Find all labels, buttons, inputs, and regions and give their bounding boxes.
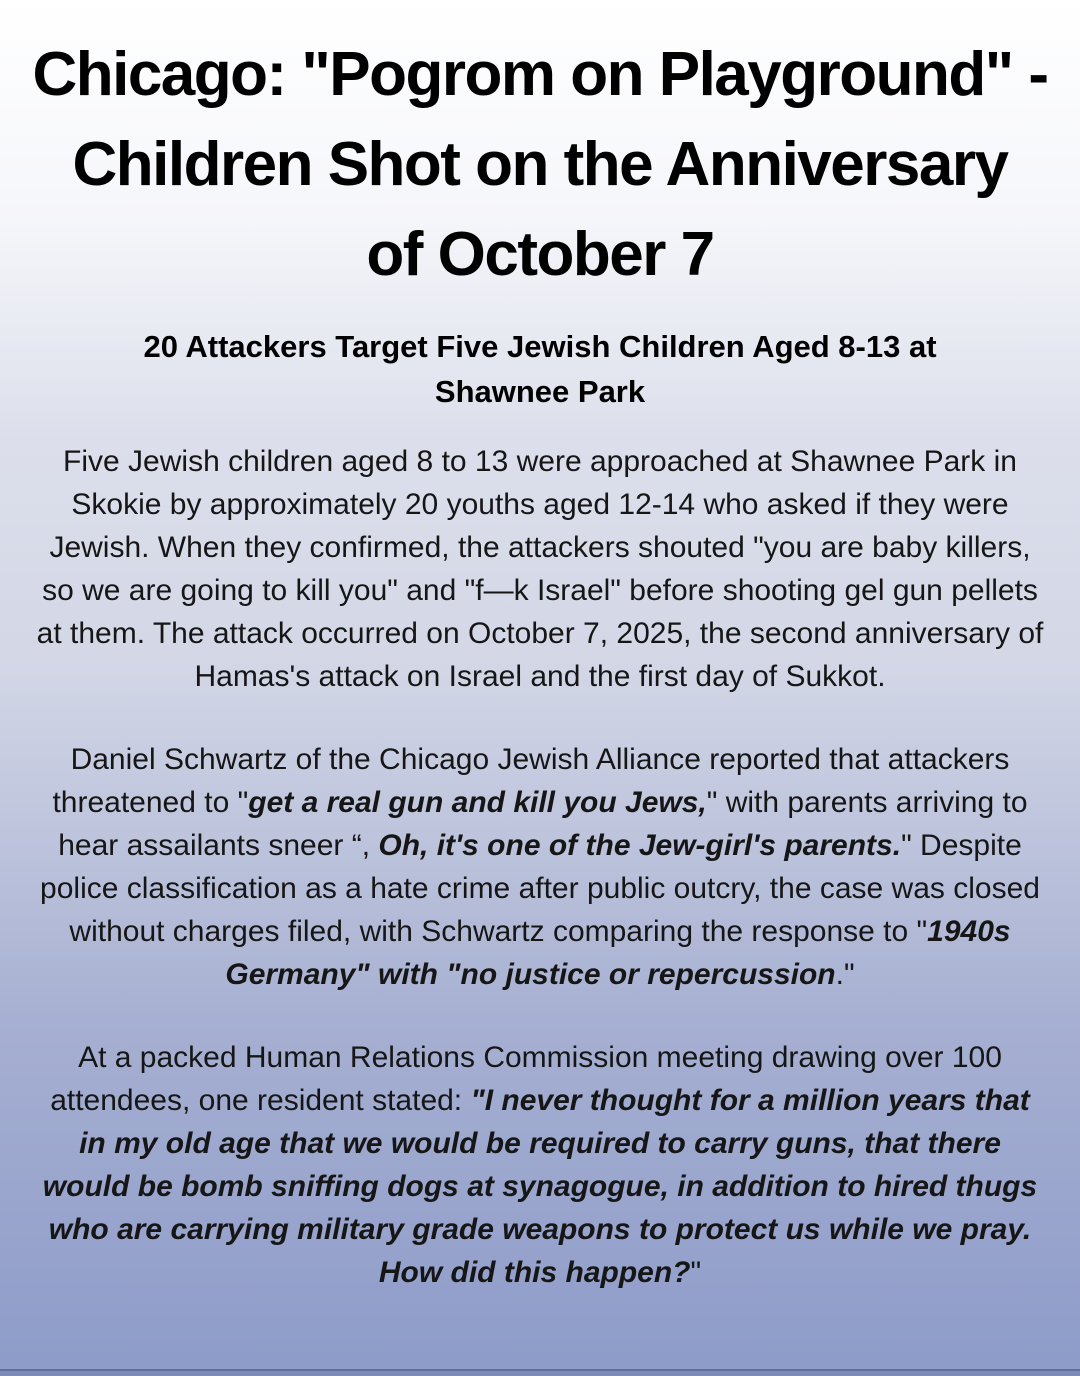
paragraph-commission-meeting: [33, 1036, 1047, 1294]
page-title: [0, 30, 1080, 300]
announcement-page: [0, 30, 1080, 1376]
quoted-resident-statement: "I never thought for a million years that in my old age that we would be required to carry guns, that there would be bomb sniffing dogs at synagogue, in addition to hired thugs who are carrying military grade weapons to protect us while we pray. How did this happen?: [42, 1084, 1038, 1289]
paragraph-text: " with parents arriving to hear assailants sneer “,: [58, 786, 1028, 862]
bottom-border-strip: [0, 1369, 1080, 1376]
paragraph-incident-summary: [33, 440, 1047, 698]
quoted-comparison-text: 1940s Germany" with "no justice or repercussion: [225, 915, 1011, 991]
paragraph-text: Daniel Schwartz of the Chicago Jewish Alliance reported that attackers threatened to ": [52, 743, 1010, 819]
page-subtitle: [0, 324, 1080, 414]
page-title-line: Children Shot on the Anniversary: [72, 130, 1008, 199]
paragraph-alliance-report: [33, 738, 1047, 996]
paragraph-text: " Despite police classification as a hate crime after public outcry, the case was closed without charges filed, with Schwartz comparing the response to ": [40, 829, 1040, 948]
page-subtitle-line: Shawnee Park: [434, 374, 646, 409]
paragraph-text: At a packed Human Relations Commission meeting drawing over 100 attendees, one resident stated:: [50, 1041, 1002, 1117]
paragraph-text: Five Jewish children aged 8 to 13 were approached at Shawnee Park in Skokie by approximately 20 youths aged 12-14 who asked if they were Jewish. When they confirmed, the attackers shouted "you are baby killers, so we are going to kill you" and "f—k Israel" before shooting gel gun pellets at them. The attack occurred on October 7, 2025, the second anniversary of Hamas's attack on Israel and the first day of Sukkot.: [36, 445, 1044, 693]
page-title-line: Chicago: "Pogrom on Playground" -: [32, 40, 1048, 109]
quoted-threat-text: get a real gun and kill you Jews,: [248, 786, 707, 819]
page-subtitle-line: 20 Attackers Target Five Jewish Children Aged 8-13 at: [143, 329, 937, 364]
paragraph-text: ": [690, 1256, 702, 1289]
page-title-line: of October 7: [366, 220, 714, 289]
quoted-sneer-text: Oh, it's one of the Jew-girl's parents.: [378, 829, 902, 862]
paragraph-text: .": [835, 958, 855, 991]
